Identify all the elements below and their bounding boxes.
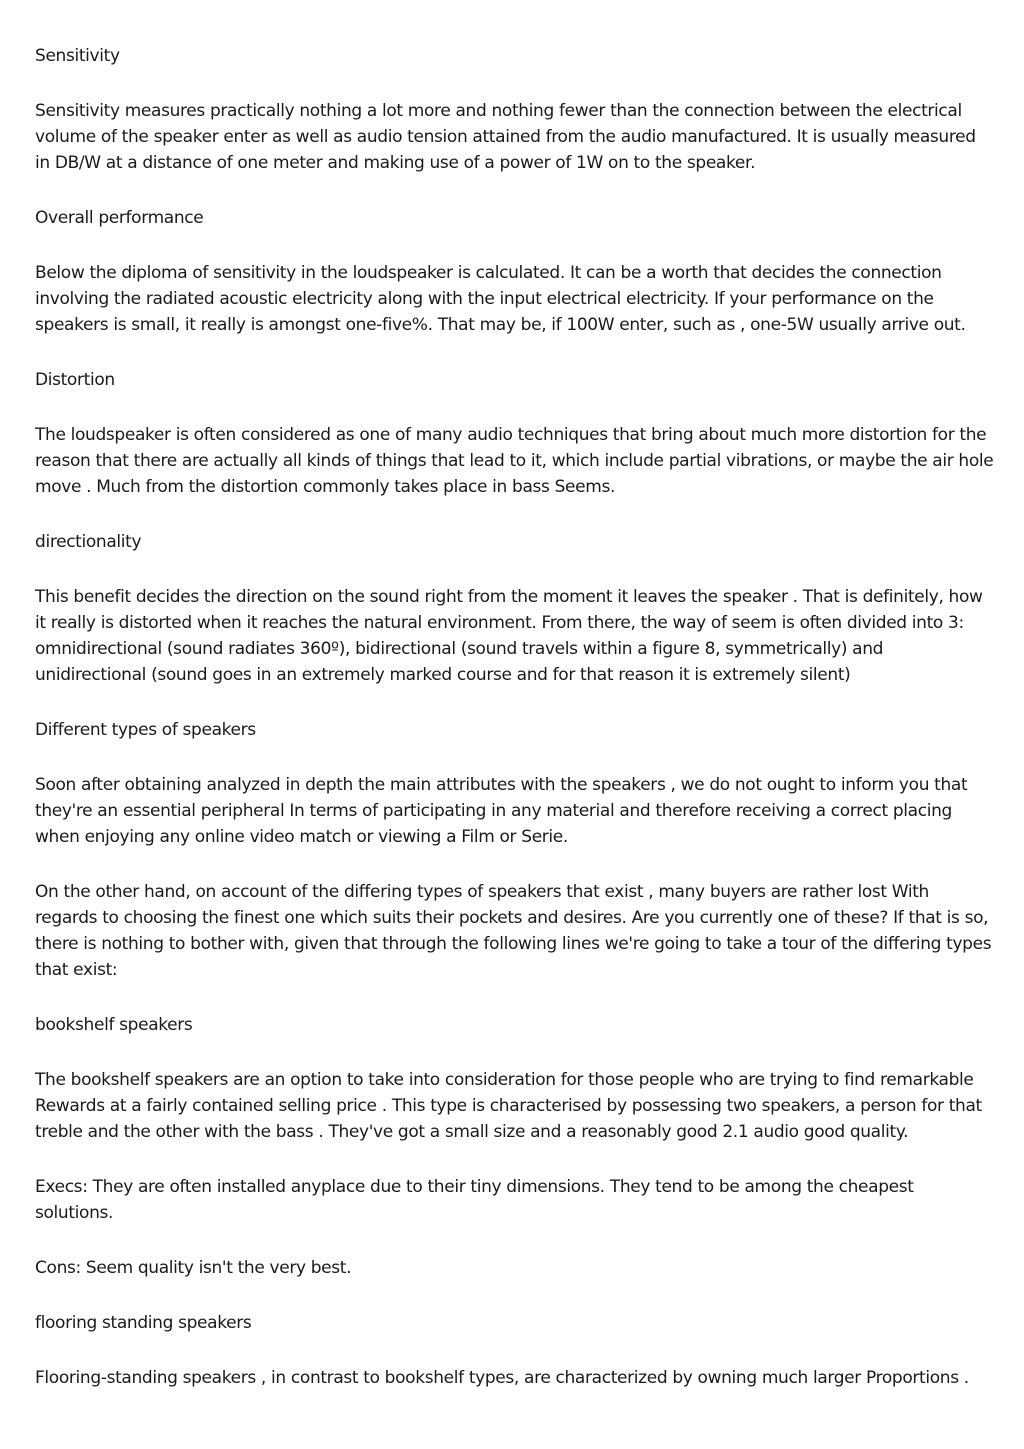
- bookshelf-cons-paragraph: Cons: Seem quality isn't the very best.: [35, 1258, 352, 1278]
- distortion-paragraph: The loudspeaker is often considered as one of many audio techniques that bring about much more distortion for the reason that there are actually all kinds of things that lead to it, which include partial vibrations, or maybe the air hole move . Much from the distortion commonly takes place in bass Seems.: [35, 425, 994, 497]
- document-body: [35, 43, 995, 1420]
- section-heading-sensitivity: Sensitivity: [35, 46, 120, 66]
- section-heading-bookshelf-speakers: bookshelf speakers: [35, 1015, 193, 1035]
- section-heading-distortion: Distortion: [35, 370, 115, 390]
- floor-standing-speakers-paragraph: Flooring-standing speakers , in contrast to bookshelf types, are characterized by owning much larger Proportions .: [35, 1368, 969, 1388]
- speaker-types-paragraph-2: On the other hand, on account of the differing types of speakers that exist , many buyers are rather lost With regards to choosing the finest one which suits their pockets and desires. Are you currently one of these? If that is so, there is nothing to bother with, given that through the following lines we're going to take a tour of the differing types that exist:: [35, 882, 992, 980]
- speaker-types-paragraph-1: Soon after obtaining analyzed in depth the main attributes with the speakers , we do not ought to inform you that they're an essential peripheral In terms of participating in any material and therefore receiving a correct placing when enjoying any online video match or viewing a Film or Serie.: [35, 775, 968, 847]
- section-heading-speaker-types: Different types of speakers: [35, 720, 256, 740]
- directionality-paragraph: This benefit decides the direction on the sound right from the moment it leaves the speaker . That is definitely, how it really is distorted when it reaches the natural environment. From there, the way of seem is often divided into 3: omnidirectional (sound radiates 360º), bidirectional (sound travels within a figure 8, symmetrically) and unidirectional (sound goes in an extremely marked course and for that reason it is extremely silent): [35, 587, 983, 685]
- section-heading-floor-standing-speakers: flooring standing speakers: [35, 1313, 252, 1333]
- bookshelf-speakers-paragraph: The bookshelf speakers are an option to take into consideration for those people who are trying to find remarkable Rewards at a fairly contained selling price . This type is characterised by possessing two speakers, a person for that treble and the other with the bass . They've got a small size and a reasonably good 2.1 audio good quality.: [35, 1070, 982, 1142]
- sensitivity-paragraph: Sensitivity measures practically nothing a lot more and nothing fewer than the connection between the electrical volume of the speaker enter as well as audio tension attained from the audio manufactured. It is usually measured in DB/W at a distance of one meter and making use of a power of 1W on to the speaker.: [35, 101, 976, 173]
- bookshelf-pros-paragraph: Execs: They are often installed anyplace due to their tiny dimensions. They tend to be among the cheapest solutions.: [35, 1177, 914, 1223]
- section-heading-directionality: directionality: [35, 532, 142, 552]
- section-heading-overall-performance: Overall performance: [35, 208, 204, 228]
- overall-performance-paragraph: Below the diploma of sensitivity in the loudspeaker is calculated. It can be a worth that decides the connection involving the radiated acoustic electricity along with the input electrical electricity. If your performance on the speakers is small, it really is amongst one-five%. That may be, if 100W enter, such as , one-5W usually arrive out.: [35, 263, 966, 335]
